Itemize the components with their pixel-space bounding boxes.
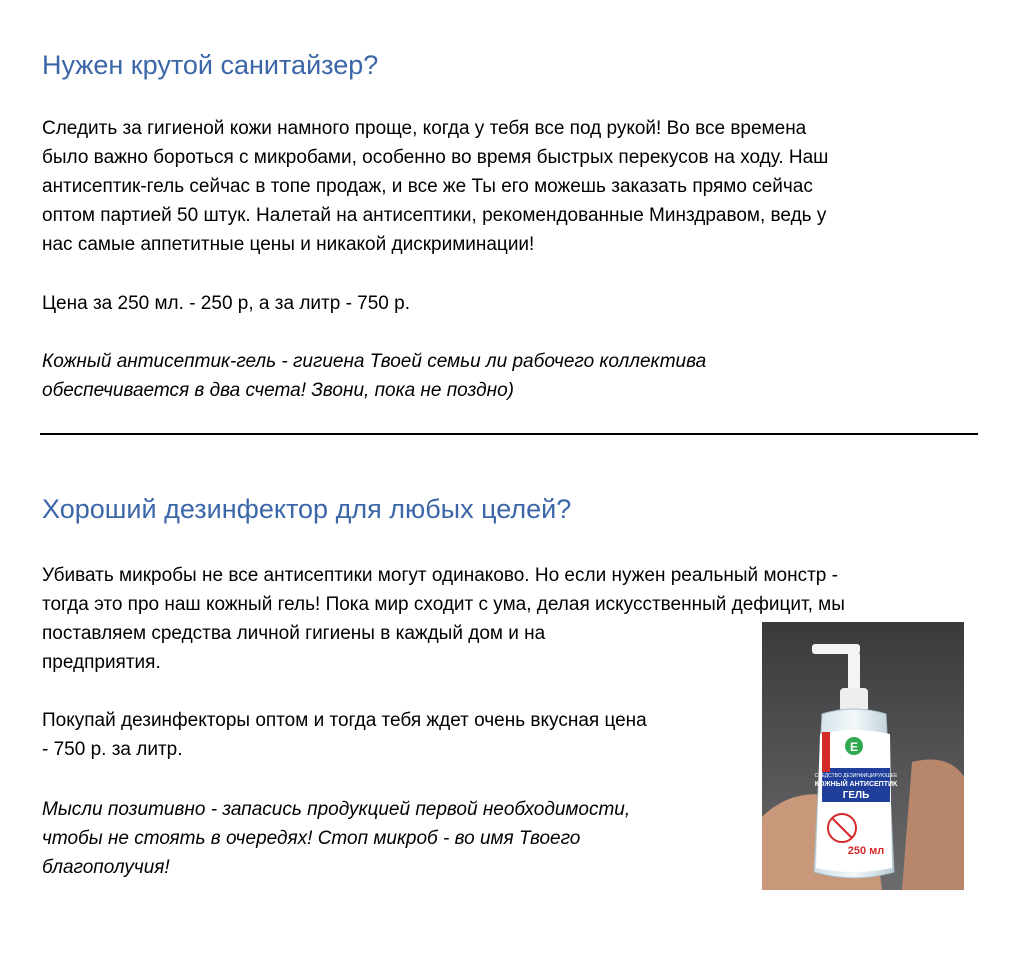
- section-1-heading: Нужен крутой санитайзер?: [42, 50, 379, 80]
- label-red-stripe: [822, 732, 830, 772]
- label-line-1: СРЕДСТВО ДЕЗИНФИЦИРУЮЩЕЕ: [814, 773, 898, 779]
- text-line: было важно бороться с микробами, особенно во время быстрых перекусов на ходу. Наш: [42, 147, 829, 168]
- section-2-price: [42, 706, 647, 764]
- section-2-intro: [42, 561, 845, 677]
- section-2-heading: Хороший дезинфектор для любых целей?: [42, 494, 572, 524]
- text-line: - 750 р. за литр.: [42, 739, 183, 760]
- text-line: обеспечивается в два счета! Звони, пока не поздно): [42, 380, 514, 401]
- text-line: поставляем средства личной гигиены в каждый дом и на: [42, 623, 546, 644]
- text-line: антисептик-гель сейчас в топе продаж, и все же Ты его можешь заказать прямо сейчас: [42, 176, 813, 197]
- section-1-slogan: [42, 347, 706, 405]
- label-line-2: КОЖНЫЙ АНТИСЕПТИК: [814, 781, 898, 788]
- label-line-3: ГЕЛЬ: [842, 790, 870, 801]
- section-1-intro: [42, 114, 828, 259]
- text-line: Мысли позитивно - запасись продукцией первой необходимости,: [42, 799, 631, 820]
- price-line: Цена за 250 мл. - 250 р, а за литр - 750 р.: [42, 293, 410, 314]
- text-line: Убивать микробы не все антисептики могут одинаково. Но если нужен реальный монстр -: [42, 565, 838, 586]
- text-line: предприятия.: [42, 652, 161, 673]
- section-1-price: [42, 289, 410, 318]
- section-2-slogan: [42, 795, 630, 882]
- pump-collar: [840, 688, 868, 712]
- text-line: оптом партией 50 штук. Налетай на антисептики, рекомендованные Минздравом, ведь у: [42, 205, 827, 226]
- brand-letter: E: [849, 740, 859, 754]
- text-line: Покупай дезинфекторы оптом и тогда тебя ждет очень вкусная цена: [42, 710, 647, 731]
- text-line: благополучия!: [42, 857, 170, 878]
- section-divider: [40, 433, 978, 435]
- text-line: чтобы не стоять в очередях! Стоп микроб - во имя Твоего: [42, 828, 581, 849]
- pump-head: [848, 652, 860, 692]
- text-line: Следить за гигиеной кожи намного проще, когда у тебя все под рукой! Во все времена: [42, 118, 807, 139]
- text-line: тогда это про наш кожный гель! Пока мир сходит с ума, делая искусственный дефицит, мы: [42, 594, 845, 615]
- product-photo: [762, 622, 964, 890]
- hand-fingers-shape: [902, 760, 964, 891]
- sanitizer-bottle-illustration: [762, 622, 964, 890]
- volume-label: 250 мл: [847, 845, 885, 857]
- text-line: нас самые аппетитные цены и никакой дискриминации!: [42, 234, 535, 255]
- text-line: Кожный антисептик-гель - гигиена Твоей семьи ли рабочего коллектива: [42, 351, 707, 372]
